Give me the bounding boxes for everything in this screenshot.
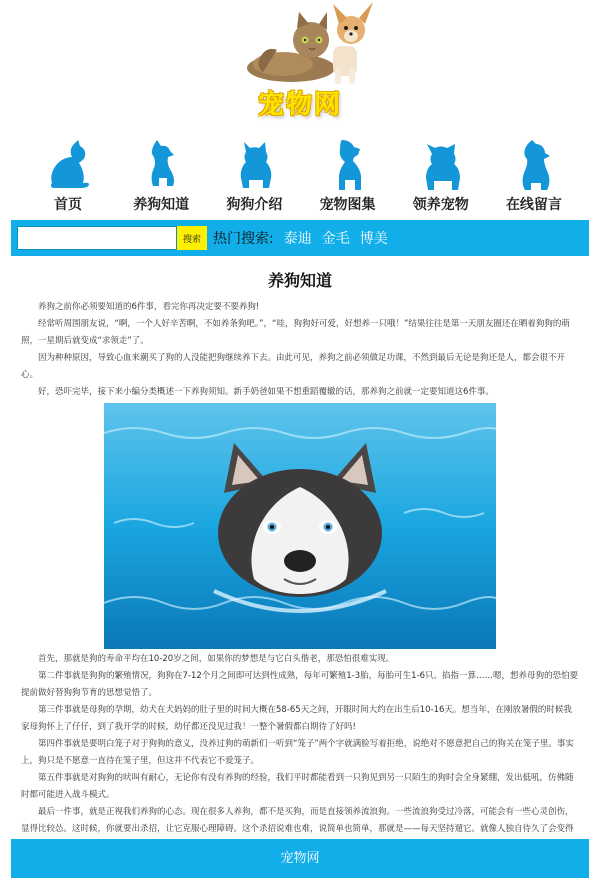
search-button[interactable]: 搜索 <box>177 226 207 250</box>
header <box>11 0 589 126</box>
dog-icon <box>137 140 185 190</box>
nav-label: 在线留言 <box>505 197 562 213</box>
article-paragraph: 第五件事就是对狗狗的吠叫有耐心，无论你有没有养狗的经验，我们平时都能看到一只狗见到另一只陌生的狗时会全身紧绷，发出低吼，仿佛随时都可能进入战斗模式。 <box>21 773 574 800</box>
article-paragraph: 第四件事就是要明白笼子对于狗狗的意义，没养过狗的萌新们一听到“笼子”两个字就满脸写着拒绝，说绝对不愿意把自己的狗关在笼子里。事实上，狗只是不愿意一直待在笼子里，但这并不代表它不爱笼子。 <box>21 739 574 766</box>
cat-icon <box>44 140 92 190</box>
nav-label: 宠物图集 <box>319 197 376 213</box>
article-paragraph: 第三件事就是母狗的孕期，幼犬在犬妈妈的肚子里的时间大概在58-65天之间，开眼时间大约在出生后10-16天。想当年，在刚放暑假的时候我家母狗怀上了仔仔，到了我开学的时候，幼仔都还没见过我！一整个暑假都白期待了好吗! <box>21 705 572 732</box>
article-paragraph: 经常听周围朋友说，“啊，一个人好辛苦啊，不如养条狗吧。”，“哇，狗狗好可爱，好想养一只哦！”结果往往是第一天朋友圈还在晒着狗狗的萌照，一星期后就变成“求领走”了。 <box>21 319 570 346</box>
nav-item-gallery[interactable] <box>311 126 385 216</box>
nav-item-adopt[interactable] <box>404 126 478 216</box>
dog-icon <box>417 140 465 190</box>
husky-swimming-photo <box>104 403 496 649</box>
search-bar <box>11 220 589 256</box>
hot-search-link[interactable]: 金毛 <box>321 231 350 247</box>
nav-label: 首页 <box>54 197 82 213</box>
search-input[interactable] <box>17 226 177 250</box>
cat-and-dog-logo <box>233 2 383 88</box>
dog-icon <box>230 140 278 190</box>
hot-search-link[interactable]: 泰迪 <box>283 231 312 247</box>
article-paragraph: 因为种种原因，导致心血来潮买了狗的人没能把狗继续养下去。由此可见，养狗之前必须做足功课，不然到最后无论是狗还是人，都会很不开心。 <box>21 353 566 380</box>
main-nav <box>11 126 589 216</box>
site-title: 宠物网 <box>257 90 342 120</box>
article-paragraph: 养狗之前你必须要知道的6件事，看完你再决定要不要养狗! <box>38 302 260 312</box>
dog-icon <box>324 140 372 190</box>
article <box>11 268 589 855</box>
hot-search-link[interactable]: 博美 <box>359 231 388 247</box>
article-title: 养狗知道 <box>267 271 332 290</box>
article-paragraph: 好，恐吓完毕，接下来小编分类概述一下养狗须知。新手奶爸如果不想重蹈覆辙的话，那养狗之前就一定要知道这6件事。 <box>38 387 494 397</box>
footer <box>11 839 589 878</box>
nav-label: 养狗知道 <box>133 197 190 213</box>
nav-label: 狗狗介绍 <box>226 197 283 213</box>
article-paragraph: 最后一件事，就是正视我们养狗的心态。现在很多人养狗，都不是买狗，而是直接领养流浪狗。一些流浪狗受过冷落，可能会有一些心灵创伤，显得比较怂。这时候，你就要出杀招，让它克服心理障碍。这个杀招说难也难，说简单也简单，那就是——每天坚持遛它。就像人独自待久了会变得 <box>21 807 574 834</box>
nav-item-dog-knowledge[interactable] <box>124 126 198 216</box>
nav-item-message[interactable] <box>497 126 571 216</box>
article-paragraph: 首先，那就是狗的寿命平均在10-20岁之间，如果你的梦想是与它白头偕老，那恐怕很难实现。 <box>38 654 395 664</box>
footer-text[interactable]: 宠物网 <box>280 851 320 866</box>
nav-item-home[interactable] <box>31 126 105 216</box>
hot-search-label: 热门搜索: <box>213 231 274 247</box>
page <box>11 0 589 866</box>
article-paragraph: 第二件事就是狗狗的繁殖情况，狗狗在7-12个月之间即可达到性成熟，每年可繁殖1-3胎，每胎可生1-6只。掐指一算……嗯，想养母狗的恐怕要提前做好替狗狗节育的思想觉悟了。 <box>21 671 579 698</box>
dog-icon <box>510 140 558 190</box>
nav-label: 领养宠物 <box>412 197 469 213</box>
nav-item-dog-intro[interactable] <box>217 126 291 216</box>
